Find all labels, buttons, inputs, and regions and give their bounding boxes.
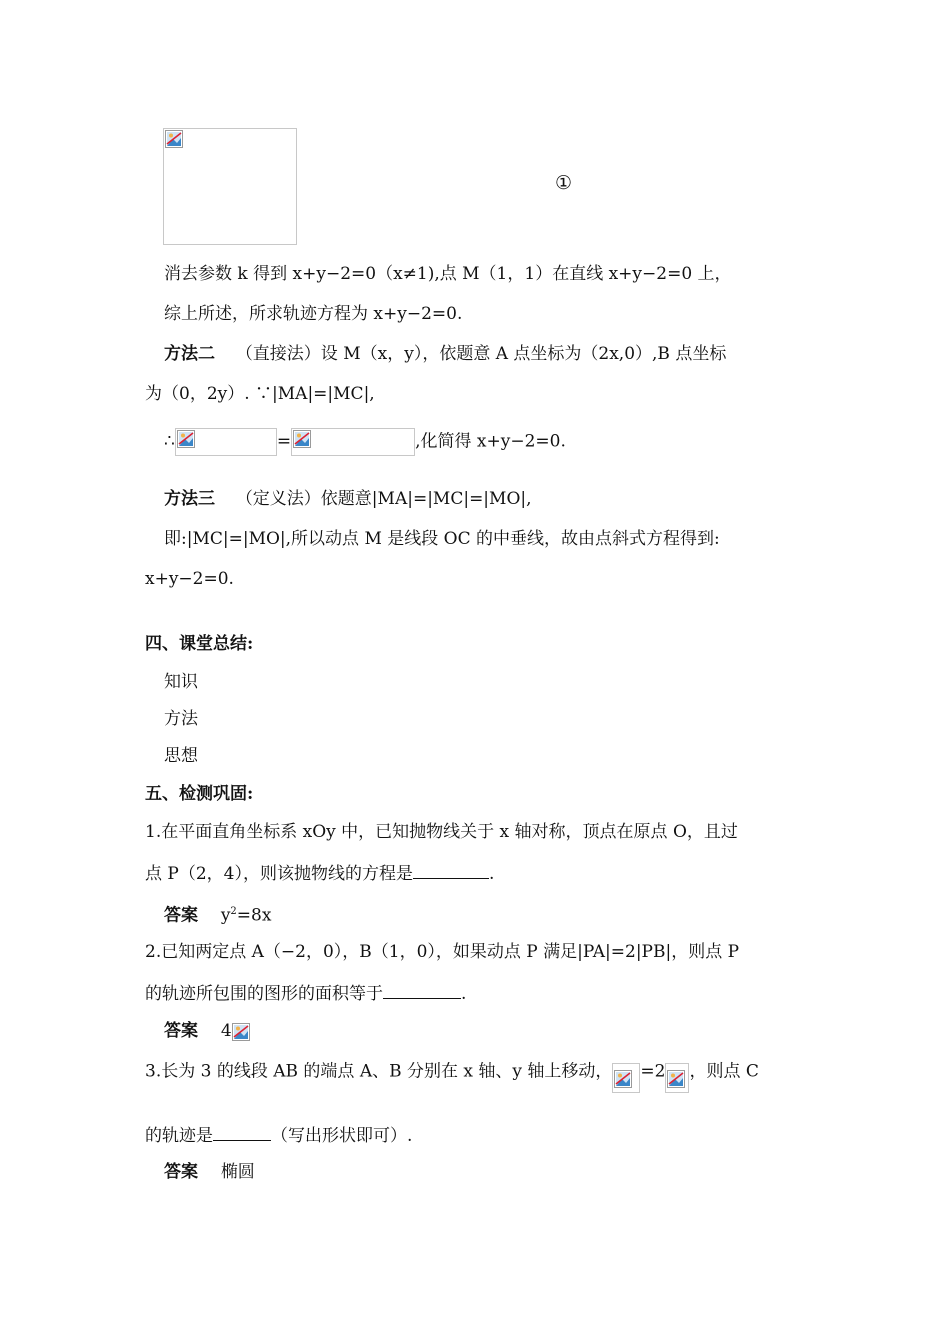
q2-line1: 2.已知两定点 A（−2，0），B（1，0），如果动点 P 满足|PA|=2|PB|，则点 P — [145, 942, 740, 962]
q2-line2 — [145, 980, 466, 1006]
answer-label: 答案 — [164, 1021, 198, 1041]
equation-number: ① — [555, 172, 573, 194]
answer-blank — [383, 980, 461, 999]
q2-text: 的轨迹所包围的图形的面积等于 — [145, 984, 383, 1004]
q3-text2: 的轨迹是 — [145, 1126, 213, 1146]
answer1-rest: =8x — [236, 905, 272, 926]
formula-image-left — [175, 428, 277, 456]
answer3 — [164, 1160, 255, 1184]
method2-line3 — [164, 428, 566, 456]
review-heading: 五、检测巩固: — [145, 784, 254, 804]
method3-line1 — [164, 487, 532, 511]
summary-item-knowledge: 知识 — [164, 672, 198, 692]
method3-line3: x+y−2=0. — [145, 569, 234, 589]
method3-label: 方法三 — [164, 489, 215, 509]
q3-end: （写出形状即可）. — [271, 1126, 413, 1146]
answer3-value: 椭圆 — [220, 1162, 255, 1182]
q3-tail: ，则点 C — [689, 1061, 759, 1082]
answer1-y: y — [220, 905, 231, 926]
q1-line1: 1.在平面直角坐标系 xOy 中，已知抛物线关于 x 轴对称，顶点在原点 O，且过 — [145, 822, 738, 842]
method2-text1: （直接法）设 M（x，y），依题意 A 点坐标为（2x,0）,B 点坐标 — [235, 344, 727, 364]
vector-image-ac — [612, 1063, 640, 1093]
summary-item-method: 方法 — [164, 709, 198, 729]
method1-line1: 消去参数 k 得到 x+y−2=0（x≠1),点 M（1，1）在直线 x+y−2=0 上， — [164, 264, 732, 284]
answer-label: 答案 — [164, 1162, 198, 1182]
broken-image-icon — [293, 430, 311, 448]
answer1 — [164, 900, 271, 928]
q1-line2 — [145, 860, 494, 886]
broken-image-icon — [177, 430, 195, 448]
q3-line1 — [145, 1057, 759, 1087]
vector-image-cb — [665, 1063, 689, 1093]
broken-image-icon — [667, 1070, 685, 1088]
method3-text1: （定义法）依题意|MA|=|MC|=|MO|, — [235, 489, 532, 509]
answer-blank — [213, 1122, 271, 1141]
broken-image-icon — [614, 1070, 632, 1088]
method3-line2: 即:|MC|=|MO|,所以动点 M 是线段 OC 的中垂线，故由点斜式方程得到: — [164, 529, 720, 549]
q3-mid: =2 — [640, 1061, 666, 1082]
method1-line2: 综上所述，所求轨迹方程为 x+y−2=0. — [164, 304, 463, 324]
q2-end: . — [461, 984, 467, 1004]
method2-result: ,化简得 x+y−2=0. — [415, 431, 566, 452]
summary-heading: 四、课堂总结: — [145, 634, 254, 654]
answer-label: 答案 — [164, 905, 198, 926]
formula-image-frame — [163, 128, 297, 245]
broken-image-icon — [165, 130, 183, 148]
formula-image-right — [291, 428, 415, 456]
summary-item-thought: 思想 — [164, 746, 198, 766]
broken-image-icon — [232, 1023, 250, 1041]
q3-line2 — [145, 1122, 412, 1148]
answer2-value: 4 — [220, 1021, 232, 1041]
equals-sign: = — [276, 431, 292, 452]
therefore-symbol: ∴ — [164, 431, 175, 452]
q1-text: 点 P（2，4），则该抛物线的方程是 — [145, 864, 413, 884]
q3-text: 3.长为 3 的线段 AB 的端点 A、B 分别在 x 轴、y 轴上移动， — [145, 1061, 613, 1082]
answer2 — [164, 1019, 250, 1043]
method2-line1 — [164, 342, 726, 366]
method2-line2: 为（0，2y）. ∵|MA|=|MC|, — [145, 384, 375, 404]
q1-end: . — [488, 864, 495, 884]
answer-blank — [413, 860, 489, 879]
answer1-exponent: 2 — [230, 906, 237, 917]
method2-label: 方法二 — [164, 344, 215, 364]
